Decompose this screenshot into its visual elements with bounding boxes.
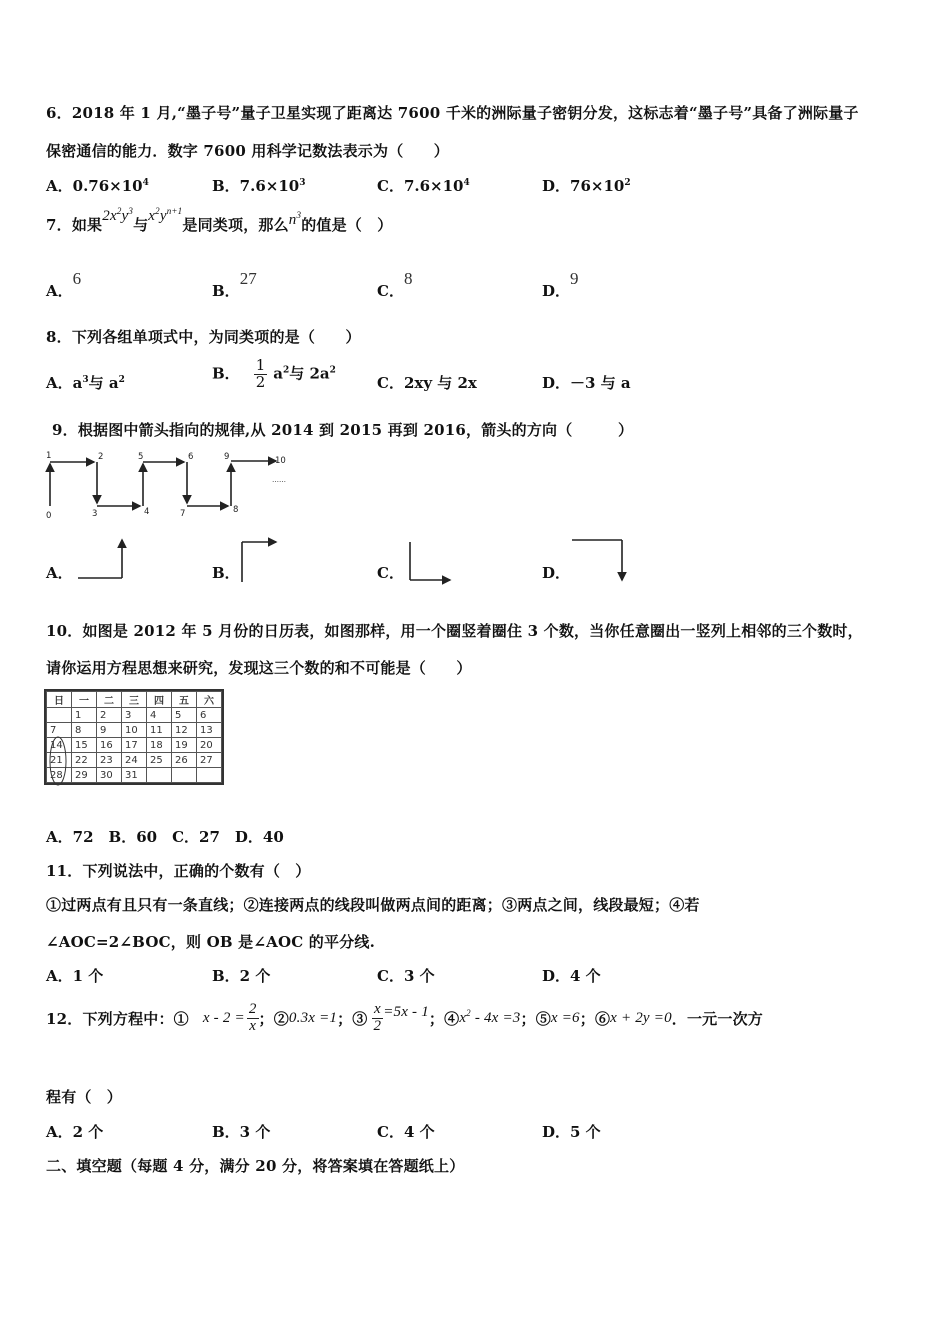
calendar-day-cell: 8	[72, 723, 97, 738]
fig-label-10: 10	[275, 456, 286, 466]
calendar-day-cell	[147, 768, 172, 783]
q6-stem-line2: 保密通信的能力．数字 7600 用科学记数法表示为（ ）	[46, 142, 449, 160]
fig-label-1: 1	[46, 451, 52, 461]
q7-option-c: C．8	[377, 269, 413, 300]
q7-mid: 是同类项，那么	[182, 216, 289, 234]
q11-stem: 11．下列说法中，正确的个数有（ ）	[46, 862, 311, 880]
fig-label-2: 2	[98, 452, 104, 462]
q8-stem: 8．下列各组单项式中，为同类项的是（ ）	[46, 328, 361, 346]
calendar-day-cell: 13	[197, 723, 222, 738]
calendar-day-cell: 27	[197, 753, 222, 768]
fig-label-9: 9	[224, 452, 230, 462]
calendar-day-cell: 21	[47, 753, 72, 768]
calendar-day-cell: 16	[97, 738, 122, 753]
q6-option-a: A．$0.76\times 10^4$	[46, 177, 149, 195]
calendar-day-cell: 7	[47, 723, 72, 738]
q12-option-a: A．2 个	[46, 1123, 104, 1141]
fig-label-5: 5	[138, 452, 144, 462]
calendar-day-cell: 23	[97, 753, 122, 768]
q9-option-b-label: B．	[212, 564, 240, 582]
calendar-week-row	[47, 738, 222, 753]
q9-option-b-figure	[236, 532, 286, 586]
q7-expr2: $x^2y^{n+1}$	[148, 206, 183, 224]
q7-option-a: A．6	[46, 269, 82, 300]
calendar-day-cell: 15	[72, 738, 97, 753]
calendar-table-wrapper	[46, 691, 222, 783]
q8-option-b: B． $\frac{1}{2}$ $a^2$与 $2a^2$	[212, 356, 336, 391]
calendar-day-cell: 9	[97, 723, 122, 738]
q7-suffix: 的值是（ ）	[301, 216, 393, 234]
q12-stem	[46, 1002, 763, 1035]
calendar-day-cell: 2	[97, 708, 122, 723]
q9-stem: 9．根据图中箭头指向的规律,从 2014 到 2015 再到 2016，箭头的方向（ ）	[52, 421, 634, 439]
q11-option-b: B．2 个	[212, 967, 271, 985]
q9-option-d-figure	[568, 532, 632, 588]
q9-arrow-pattern-figure	[40, 448, 300, 520]
calendar-day-cell: 26	[172, 753, 197, 768]
q12-eq4: $x^2 - 4x =3$	[459, 1007, 521, 1026]
calendar-day-cell: 3	[122, 708, 147, 723]
q7-join: 与	[133, 216, 149, 234]
q12-sep4: ；⑤	[520, 1009, 551, 1028]
calendar-day-cell: 30	[97, 768, 122, 783]
fig-label-3: 3	[92, 509, 98, 519]
calendar-weekday-cell: 三	[122, 692, 147, 708]
q12-sep2: ；③	[337, 1009, 368, 1028]
q8-option-d: D．－3 与 a	[542, 374, 631, 392]
q9-option-a-label: A．	[46, 564, 73, 582]
q7-prefix: 7．如果	[46, 216, 103, 234]
q12-sep1: ；②	[258, 1009, 289, 1028]
fig-ellipsis: ……	[272, 476, 286, 484]
q11-statements-line1: ①过两点有且只有一条直线；②连接两点的线段叫做两点间的距离；③两点之间，线段最短；④若	[46, 896, 700, 914]
q6-option-b: B．$7.6\times 10^3$	[212, 177, 306, 195]
q12-eq6: x + 2y =0	[610, 1009, 672, 1026]
calendar-header-row	[47, 692, 222, 708]
q10-stem-line2: 请你运用方程思想来研究，发现这三个数的和不可能是（ ）	[46, 659, 472, 677]
calendar-weekday-cell: 一	[72, 692, 97, 708]
q7-expr3: $n^3$	[288, 210, 302, 228]
calendar-day-cell: 14	[47, 738, 72, 753]
q12-option-c: C．4 个	[377, 1123, 435, 1141]
q11-statements-line2: ∠AOC=2∠BOC，则 OB 是∠AOC 的平分线.	[46, 933, 375, 951]
calendar-day-cell: 10	[122, 723, 147, 738]
q11-option-a: A．1 个	[46, 967, 104, 985]
q12-suffix: ．一元一次方	[671, 1009, 763, 1028]
q7-stem	[46, 206, 393, 235]
calendar-day-cell: 11	[147, 723, 172, 738]
calendar-weekday-cell: 二	[97, 692, 122, 708]
calendar-day-cell: 28	[47, 768, 72, 783]
calendar-weekday-cell: 六	[197, 692, 222, 708]
q6-option-c: C．$7.6\times 10^4$	[377, 177, 470, 195]
q12-stem-line2: 程有（ ）	[46, 1088, 123, 1106]
q12-eq1-fraction: $\frac{2}{x}$	[248, 1001, 257, 1034]
q8-fraction: $\frac{1}{2}$	[255, 356, 266, 391]
calendar-day-cell: 22	[72, 753, 97, 768]
q11-option-c: C．3 个	[377, 967, 435, 985]
q7-option-b: B．27	[212, 269, 257, 300]
calendar-day-cell: 24	[122, 753, 147, 768]
calendar-day-cell: 19	[172, 738, 197, 753]
calendar-week-row	[47, 768, 222, 783]
q9-option-c-label: C．	[377, 564, 404, 582]
q9-option-c-figure	[402, 538, 458, 588]
calendar-day-cell: 1	[72, 708, 97, 723]
fig-label-0: 0	[46, 511, 52, 520]
q12-sep5: ；⑥	[579, 1009, 611, 1028]
q10-stem-line1: 10．如图是 2012 年 5 月份的日历表，如图那样，用一个圈竖着圈住 3 个数，当你任意圈出一竖列上相邻的三个数时，	[46, 622, 863, 640]
q12-eq3-right: =5x - 1	[383, 1003, 429, 1020]
calendar-day-cell: 6	[197, 708, 222, 723]
calendar-day-cell: 5	[172, 708, 197, 723]
fig-label-8: 8	[233, 505, 239, 515]
q12-option-b: B．3 个	[212, 1123, 271, 1141]
calendar-weekday-cell: 五	[172, 692, 197, 708]
calendar-weekday-cell: 四	[147, 692, 172, 708]
q12-eq2: 0.3x =1	[288, 1009, 338, 1026]
q7-option-d: D．9	[542, 269, 579, 300]
fig-label-4: 4	[144, 507, 150, 517]
q12-eq5: x =6	[550, 1009, 580, 1026]
q9-option-a-figure	[72, 532, 132, 586]
section-2-heading: 二、填空题（每题 4 分，满分 20 分，将答案填在答题纸上）	[46, 1157, 465, 1175]
q12-sep3: ；④	[428, 1009, 460, 1028]
calendar-week-row	[47, 753, 222, 768]
fig-label-6: 6	[188, 452, 194, 462]
calendar-day-cell: 12	[172, 723, 197, 738]
q7-expr1: $2x^2y^3$	[102, 206, 134, 224]
q6-stem-line1: 6．2018 年 1 月,“墨子号”量子卫星实现了距离达 7600 千米的洲际量子密钥分发，这标志着“墨子号”具备了洲际量子	[46, 104, 859, 122]
q12-option-d: D．5 个	[542, 1123, 601, 1141]
calendar-circle-mark	[46, 735, 72, 787]
calendar-table	[46, 691, 222, 783]
q12-eq3-fraction: $\frac{x}{2}$	[373, 1001, 382, 1034]
q11-option-d: D．4 个	[542, 967, 601, 985]
q6-option-d: D．$76\times 10^2$	[542, 177, 631, 195]
calendar-day-cell	[172, 768, 197, 783]
calendar-week-row	[47, 708, 222, 723]
calendar-day-cell	[197, 768, 222, 783]
calendar-day-cell: 18	[147, 738, 172, 753]
calendar-day-cell: 25	[147, 753, 172, 768]
q12-eq1-left: x - 2 =	[202, 1009, 245, 1026]
q10-options: A．72 B．60 C．27 D．40	[46, 828, 284, 846]
calendar-day-cell: 20	[197, 738, 222, 753]
q9-option-d-label: D．	[542, 564, 571, 582]
calendar-day-cell: 31	[122, 768, 147, 783]
calendar-weekday-cell: 日	[47, 692, 72, 708]
q8-option-a: A．$a^3$与 $a^2$	[46, 374, 125, 392]
calendar-day-cell: 17	[122, 738, 147, 753]
calendar-day-cell: 29	[72, 768, 97, 783]
calendar-day-cell	[47, 708, 72, 723]
calendar-week-row	[47, 723, 222, 738]
calendar-day-cell: 4	[147, 708, 172, 723]
q12-prefix: 12．下列方程中：①	[46, 1009, 189, 1028]
fig-label-7: 7	[180, 509, 186, 519]
q8-option-c: C．2xy 与 2x	[377, 374, 477, 392]
